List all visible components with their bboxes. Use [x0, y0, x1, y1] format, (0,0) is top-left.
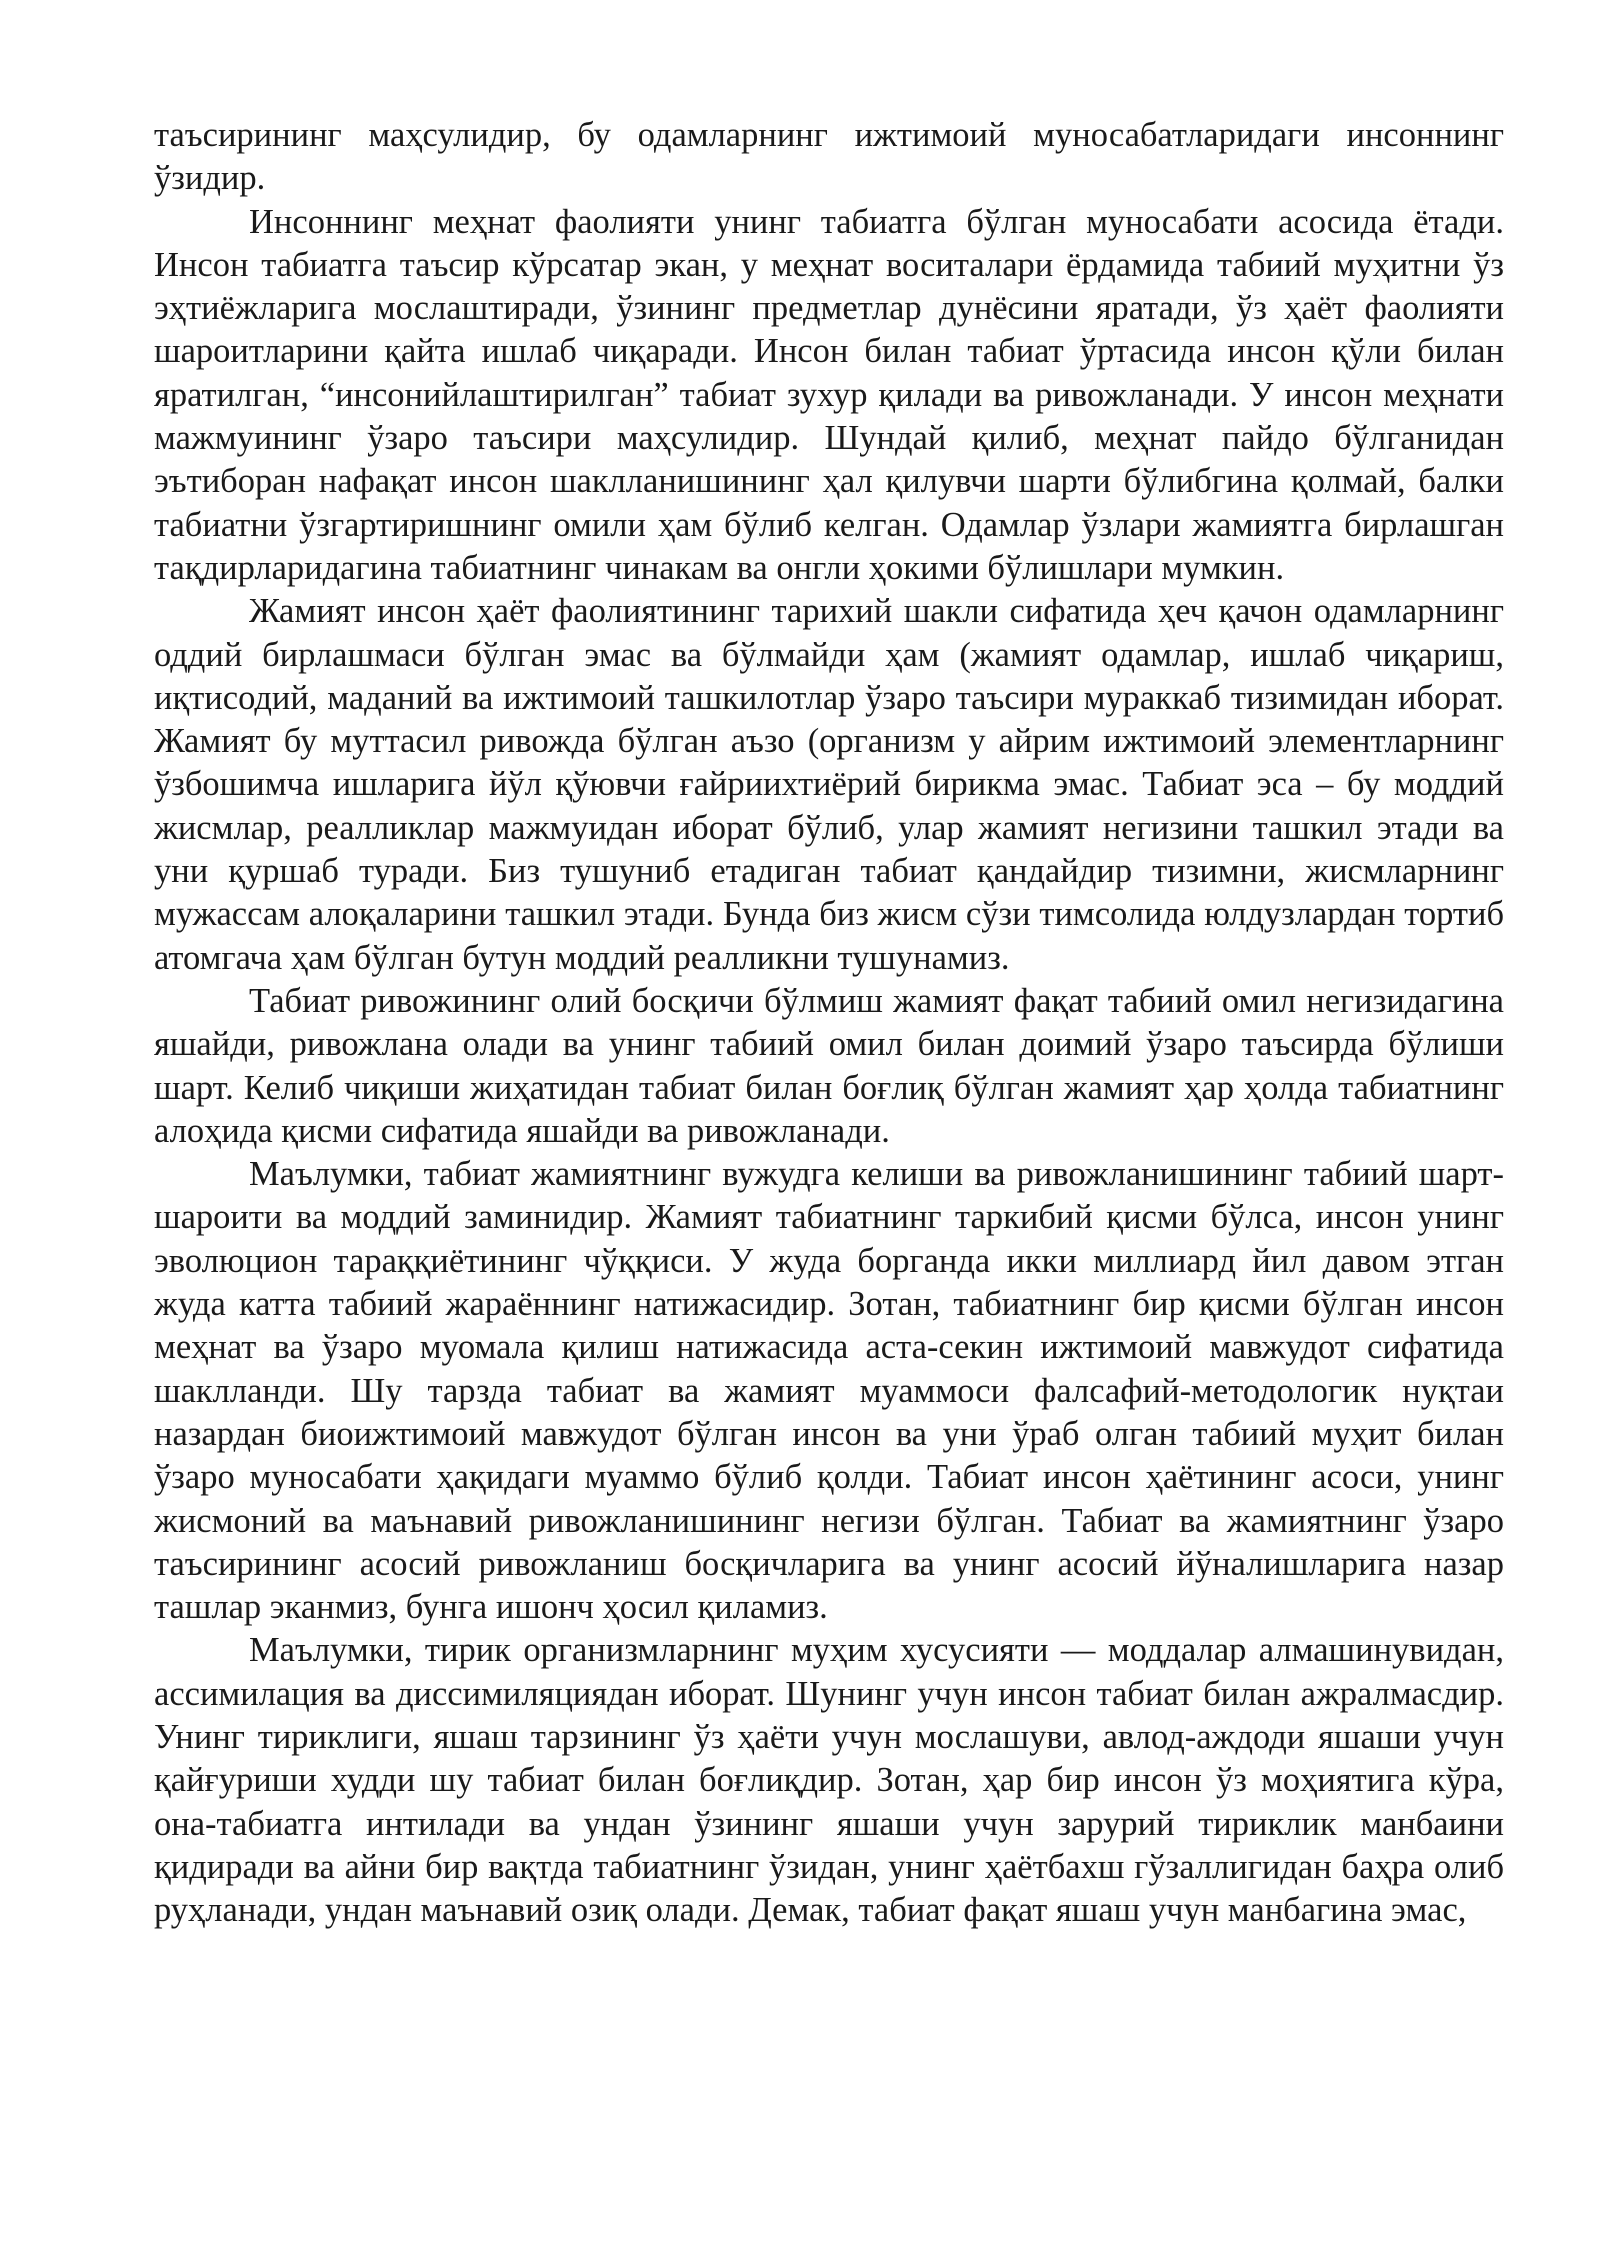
paragraph: Инсоннинг меҳнат фаолияти унинг табиатга бўлган муносабати асосида ётади. Инсон табиатга таъсир кўрсатар экан, у меҳнат воситалари ёрдамида табиий муҳитни ўз эҳтиёжларига мослаштиради, ўзининг предметлар дунёсини яратади, ўз ҳаёт фаолияти шароитларини қайта ишлаб чиқаради. Инсон билан табиат ўртасида инсон қўли билан яратилган, “инсонийлаштирилган” табиат зухур қилади ва ривожланади. У инсон меҳнати мажмуининг ўзаро таъсири маҳсулидир. Шундай қилиб, меҳнат пайдо бўлганидан эътиборан нафақат инсон шаклланишининг ҳал қилувчи шарти бўлибгина қолмай, балки табиатни ўзгартиришнинг омили ҳам бўлиб келган. Одамлар ўзлари жамиятга бирлашган тақдирларидагина табиатнинг чинакам ва онгли ҳокими бўлишлари мумкин.: [154, 202, 1504, 587]
paragraph-continuation: таъсирининг маҳсулидир, бу одамларнинг ижтимоий муносабатларидаги инсоннинг ўзидир.: [154, 116, 1504, 198]
paragraph: Жамият инсон ҳаёт фаолиятининг тарихий шакли сифатида ҳеч қачон одамларнинг оддий бирлашмаси бўлган эмас ва бўлмайди ҳам (жамият одамлар, ишлаб чиқариш, иқтисодий, маданий ва ижтимоий ташкилотлар ўзаро таъсири мураккаб тизимидан иборат. Жамият бу муттасил ривожда бўлган аъзо (организм у айрим ижтимоий элементларнинг ўзбошимча ишларига йўл қўювчи ғайриихтиёрий бирикма эмас. Табиат эса – бу моддий жисмлар, реалликлар мажмуидан иборат бўлиб, улар жамият негизини ташкил этади ва уни қуршаб туради. Биз тушуниб етадиган табиат қандайдир тизимни, жисмларнинг мужассам алоқаларини ташкил этади. Бунда биз жисм сўзи тимсолида юлдузлардан тортиб атомгача ҳам бўлган бутун моддий реалликни тушунамиз.: [154, 592, 1504, 977]
paragraph: Маълумки, тирик организмларнинг муҳим хусусияти — моддалар алмашинувидан, ассимилация ва диссимиляциядан иборат. Шунинг учун инсон табиат билан ажралмасдир. Унинг тириклиги, яшаш тарзининг ўз ҳаёти учун мослашуви, авлод-аждоди яшаши учун қайғуриши худди шу табиат билан боғлиқдир. Зотан, ҳар бир инсон ўз моҳиятига кўра, она-табиатга интилади ва ундан ўзининг яшаши учун зарурий тириклик манбаини қидиради ва айни бир вақтда табиатнинг ўзидан, унинг ҳаётбахш гўзаллигидан баҳра олиб руҳланади, ундан маънавий озиқ олади. Демак, табиат фақат яшаш учун манбагина эмас,: [154, 1631, 1504, 1930]
document-page: [154, 114, 1504, 1932]
paragraph: Табиат ривожининг олий босқичи бўлмиш жамият фақат табиий омил негизидагина яшайди, ривожлана олади ва унинг табиий омил билан доимий ўзаро таъсирда бўлиши шарт. Келиб чиқиши жиҳатидан табиат билан боғлиқ бўлган жамият ҳар ҳолда табиатнинг алоҳида қисми сифатида яшайди ва ривожланади.: [154, 981, 1504, 1150]
paragraph: Маълумки, табиат жамиятнинг вужудга келиши ва ривожланишининг табиий шарт-шароити ва моддий заминидир. Жамият табиатнинг таркибий қисми бўлса, инсон унинг эволюцион тараққиётининг чўққиси. У жуда борганда икки миллиард йил давом этган жуда катта табиий жараённинг натижасидир. Зотан, табиатнинг бир қисми бўлган инсон меҳнат ва ўзаро муомала қилиш натижасида аста-секин ижтимоий мавжудот сифатида шаклланди. Шу тарзда табиат ва жамият муаммоси фалсафий-методологик нуқтаи назардан биоижтимоий мавжудот бўлган инсон ва уни ўраб олган табиий муҳит билан ўзаро муносабати ҳақидаги муаммо бўлиб қолди. Табиат инсон ҳаётининг асоси, унинг жисмоний ва маънавий ривожланишининг негизи бўлган. Табиат ва жамиятнинг ўзаро таъсирининг асосий ривожланиш босқичларига ва унинг асосий йўналишларига назар ташлар эканмиз, бунга ишонч ҳосил қиламиз.: [154, 1155, 1504, 1627]
